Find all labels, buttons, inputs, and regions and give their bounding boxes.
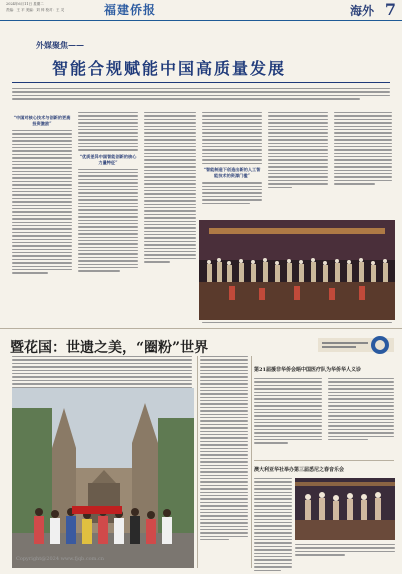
article-column-5 — [268, 112, 328, 190]
section-divider — [0, 328, 402, 329]
article-column-3 — [144, 112, 196, 265]
right-story-2-caption — [295, 544, 395, 558]
concert-stage-photo — [199, 220, 395, 320]
story-headline: 智能合规赋能中国高质量发展 — [52, 59, 287, 78]
story-kicker: 外媒聚焦—— — [36, 40, 84, 50]
right-story-2-title: 澳大利亚华社举办第三届悉尼之春音乐会 — [254, 467, 345, 473]
article-subhead: “智能制造下创造出新的人工智能技术的资源门槛” — [203, 167, 261, 179]
page-header — [0, 0, 402, 21]
column-banner — [318, 334, 394, 356]
photo-watermark: Copyright@2024 www.fjqb.com.cn — [16, 556, 104, 562]
feature-column-a — [200, 356, 248, 542]
right-story-2-body — [254, 478, 292, 573]
headline-rule — [12, 82, 390, 83]
right-story-1-body-a — [254, 378, 322, 446]
editor-credits: 责编：王 平 美编：刘 帅 校对：王 灵 — [6, 8, 65, 12]
article-column-6 — [334, 112, 392, 187]
feature-title: 暨花国：世遗之美，“圈粉”世界 — [10, 340, 209, 356]
article-subhead: “优质差异中国智能创新的核心力量特征” — [79, 153, 137, 165]
column-rule — [251, 356, 252, 568]
cathedral-group-photo — [12, 388, 194, 568]
article-column-4 — [202, 112, 262, 206]
article-column-2 — [78, 112, 138, 274]
column-rule — [197, 356, 198, 568]
masthead-logo: 福建侨报 — [104, 3, 157, 17]
photo-caption — [202, 322, 392, 325]
story-divider — [254, 460, 394, 461]
right-story-1-title: 第21届援非华侨会晤中国医疗队为华侨华人义诊 — [254, 367, 361, 373]
article-column-1 — [12, 112, 72, 276]
section-name: 海外 — [349, 4, 374, 18]
article-subhead: “中国对核心技术与创新的更高投资激励” — [13, 115, 71, 126]
page-number: 7 — [384, 0, 396, 19]
issue-date: 2024年6月11日 星期二 — [6, 2, 44, 6]
right-story-1-body-b — [328, 378, 394, 442]
lede-paragraph — [12, 88, 390, 106]
music-performance-photo — [295, 478, 395, 540]
